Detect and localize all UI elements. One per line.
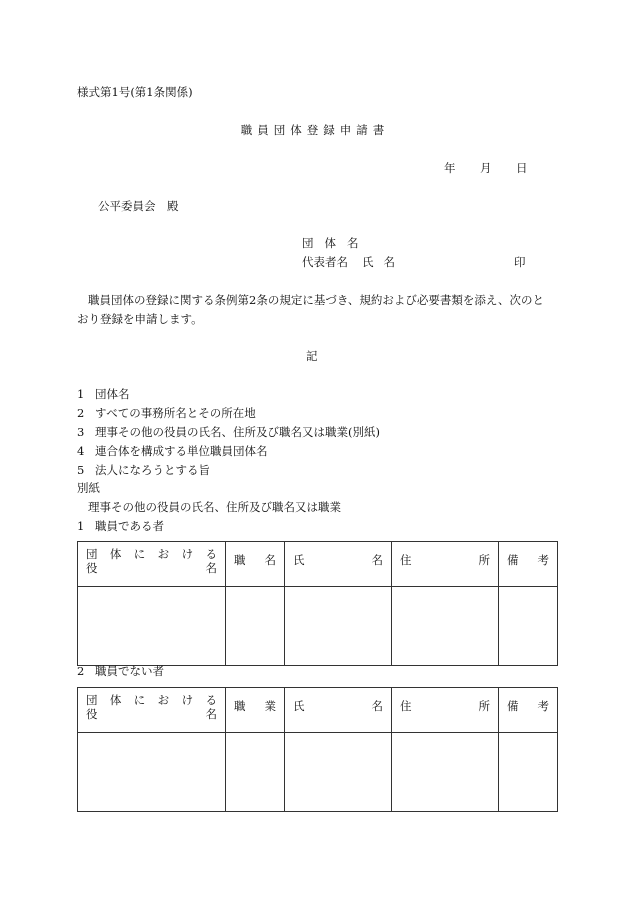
body-line-1: 職員団体の登録に関する条例第2条の規定に基づき、規約および必要書類を添え、次のと [88, 293, 545, 307]
date-year: 年 [444, 161, 456, 175]
header-char: 住 [400, 699, 412, 713]
cell-address[interactable] [392, 587, 499, 666]
list-item: 団体名 [95, 387, 130, 401]
header-char: 氏 [293, 553, 305, 567]
cell-job[interactable] [226, 587, 285, 666]
date-month: 月 [480, 161, 492, 175]
header-char: 氏 [293, 699, 305, 713]
header-char: 備 [507, 553, 519, 567]
header-char: お [157, 693, 170, 707]
header-char: る [205, 547, 217, 561]
header-char: け [181, 693, 194, 707]
cell-address[interactable] [392, 733, 499, 812]
cell-occupation[interactable] [226, 733, 285, 812]
header-char: 団 [86, 547, 98, 561]
name-label: 氏名 [362, 255, 405, 269]
header-char: 職 [234, 699, 246, 713]
header-role [78, 688, 226, 733]
header-role [78, 542, 226, 587]
section2-num: 2 [77, 664, 85, 678]
header-char: 団 [86, 693, 98, 707]
header-char: 名 [205, 561, 217, 575]
page-title: 職員団体登録申請書 [240, 123, 390, 137]
cell-remarks[interactable] [499, 733, 558, 812]
cell-role[interactable] [78, 587, 226, 666]
header-char: 所 [478, 699, 490, 713]
header-char: 業 [264, 699, 276, 713]
cell-role[interactable] [78, 733, 226, 812]
header-char: 考 [537, 699, 549, 713]
table-non-staff-members [77, 687, 558, 812]
table-row [78, 733, 558, 812]
header-char: 住 [400, 553, 412, 567]
header-char: 体 [109, 547, 122, 561]
list-item: すべての事務所名とその所在地 [95, 406, 256, 420]
header-char: け [181, 547, 194, 561]
header-char: 体 [109, 693, 122, 707]
list-item: 法人になろうとする旨 [95, 463, 210, 477]
attachment-title: 理事その他の役員の氏名、住所及び職名又は職業 [88, 500, 341, 514]
header-occupation [226, 688, 285, 733]
header-char: 役 [86, 561, 98, 575]
header-remarks [499, 688, 558, 733]
header-remarks [499, 542, 558, 587]
header-job [226, 542, 285, 587]
date-day: 日 [516, 161, 528, 175]
header-char: 役 [86, 707, 98, 721]
header-char: 名 [205, 707, 217, 721]
header-char: る [205, 693, 217, 707]
form-number: 様式第1号(第1条関係) [77, 85, 193, 99]
org-name-label: 団体名 [302, 236, 370, 250]
cell-name[interactable] [285, 587, 392, 666]
header-char: 所 [478, 553, 490, 567]
section1-num: 1 [77, 519, 85, 533]
header-char: 考 [537, 553, 549, 567]
list-item-num: 4 [77, 444, 85, 458]
section1-label: 職員である者 [95, 519, 164, 533]
header-name [285, 688, 392, 733]
header-address [392, 688, 499, 733]
table-header-row [78, 688, 558, 733]
table-staff-members [77, 541, 558, 666]
list-item: 連合体を構成する単位職員団体名 [95, 444, 268, 458]
list-item-num: 3 [77, 425, 85, 439]
attachment-label: 別紙 [77, 481, 100, 495]
header-address [392, 542, 499, 587]
header-char: に [133, 547, 146, 561]
header-char: 名 [264, 553, 276, 567]
list-item-num: 1 [77, 387, 85, 401]
list-item-num: 2 [77, 406, 85, 420]
header-char: 名 [371, 553, 383, 567]
cell-remarks[interactable] [499, 587, 558, 666]
header-name [285, 542, 392, 587]
list-item: 理事その他の役員の氏名、住所及び職名又は職業(別紙) [95, 425, 380, 439]
header-char: 備 [507, 699, 519, 713]
header-char: 職 [234, 553, 246, 567]
header-char: に [133, 693, 146, 707]
body-line-2: おり登録を申請します。 [77, 312, 203, 326]
header-char: お [157, 547, 170, 561]
section2-label: 職員でない者 [95, 664, 164, 678]
header-char: 名 [371, 699, 383, 713]
list-item-num: 5 [77, 463, 85, 477]
table-header-row [78, 542, 558, 587]
seal-mark: 印 [514, 255, 526, 269]
table-row [78, 587, 558, 666]
rep-label: 代表者名 [302, 255, 348, 269]
ki-label: 記 [306, 349, 318, 363]
addressee: 公平委員会 殿 [98, 199, 179, 213]
cell-name[interactable] [285, 733, 392, 812]
